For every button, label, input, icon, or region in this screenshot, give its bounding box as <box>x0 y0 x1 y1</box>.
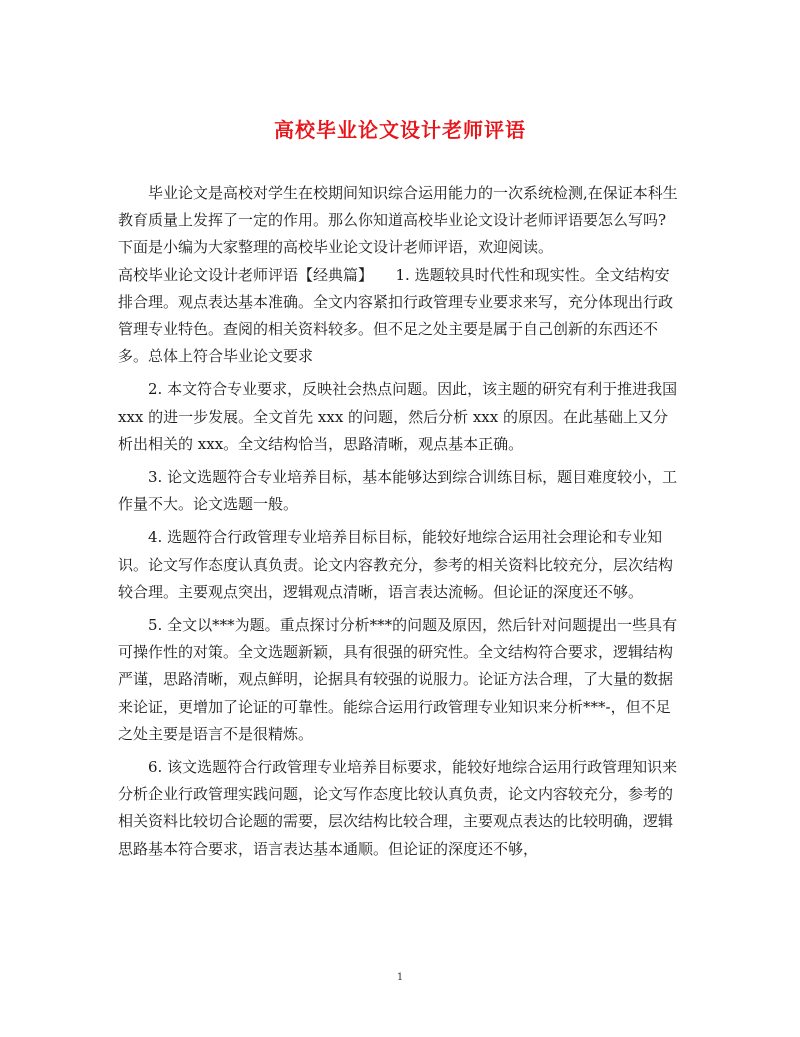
comment-paragraph-3: 3. 论文选题符合专业培养目标，基本能够达到综合训练目标，题目难度较小，工作量不大。论文选题一般。 <box>118 468 678 514</box>
document-body <box>118 180 678 863</box>
comment-paragraph-5: 5. 全文以***为题。重点探讨分析***的问题及原因，然后针对问题提出一些具有可操作性的对策。全文选题新颖，具有很强的研究性。全文结构符合要求，逻辑结构严谨，思路清晰，观点鲜明，论据具有较强的说服力。论证方法合理，了大量的数据来论证，更增加了论证的可靠性。能综合运用行政管理专业知识来分析***-，但不足之处主要是语言不是很精炼。 <box>118 616 678 743</box>
comment-paragraph-2: 2. 本文符合专业要求，反映社会热点问题。因此，该主题的研究有利于推进我国 xxx 的进一步发展。全文首先 xxx 的问题，然后分析 xxx 的原因。在此基础上又分析出相关的 xxx。全文结构恰当，思路清晰，观点基本正确。 <box>118 380 678 453</box>
document-title: 高校毕业论文设计老师评语 <box>274 118 526 142</box>
comment-paragraph-6: 6. 该文选题符合行政管理专业培养目标要求，能较好地综合运用行政管理知识来分析企业行政管理实践问题，论文写作态度比较认真负责，论文内容较充分，参考的相关资料比较切合论题的需要，层次结构比较合理，主要观点表达的比较明确，逻辑思路基本符合要求，语言表达基本通顺。但论证的深度还不够， <box>118 758 678 858</box>
comment-paragraph-1: 高校毕业论文设计老师评语【经典篇】 1. 选题较具时代性和现实性。全文结构安排合理。观点表达基本准确。全文内容紧扣行政管理专业要求来写，充分体现出行政管理专业特色。查阅的相关资料较多。但不足之处主要是属于自己创新的东西还不多。总体上符合毕业论文要求 <box>118 265 674 366</box>
page-number: 1 <box>396 972 404 983</box>
intro-paragraph: 毕业论文是高校对学生在校期间知识综合运用能力的一次系统检测,在保证本科生教育质量上发挥了一定的作用。那么你知道高校毕业论文设计老师评语要怎么写吗?下面是小编为大家整理的高校毕业论文设计老师评语，欢迎阅读。 <box>118 184 678 257</box>
comment-paragraph-4: 4. 选题符合行政管理专业培养目标目标，能较好地综合运用社会理论和专业知识。论文写作态度认真负责。论文内容教充分，参考的相关资料比较充分，层次结构较合理。主要观点突出，逻辑观点清晰，语言表达流畅。但论证的深度还不够。 <box>118 528 674 601</box>
